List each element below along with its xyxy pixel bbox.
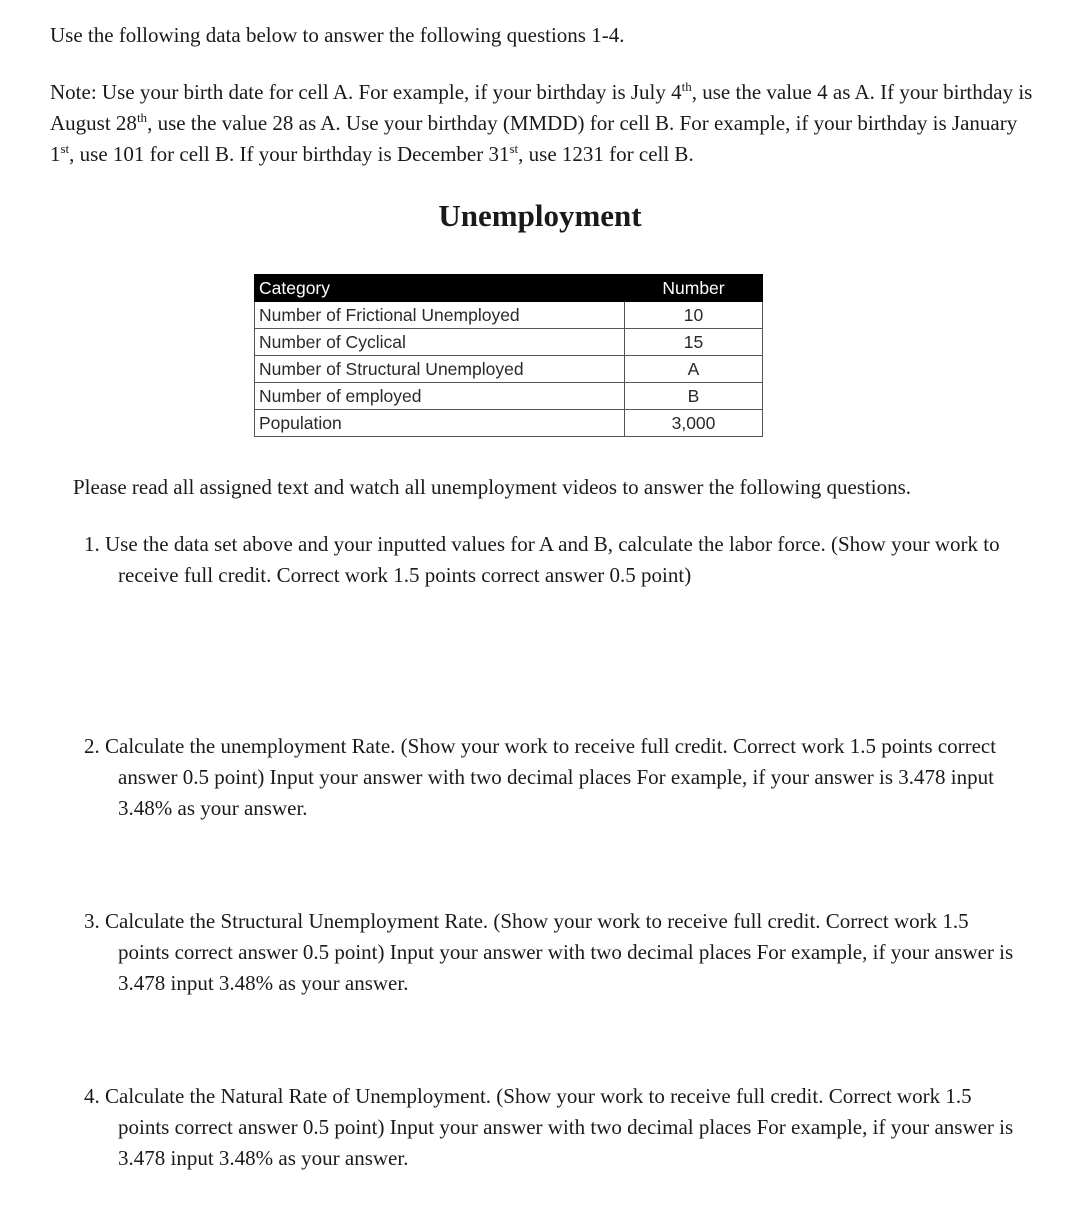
note-text-5: , use 1231 for cell B. bbox=[518, 142, 694, 166]
note-superscript-2: th bbox=[136, 110, 148, 125]
note-superscript-3: st bbox=[60, 141, 70, 156]
table-row bbox=[255, 302, 763, 329]
note-text-2: , use the value 4 as A. If your birthday is August 28 bbox=[50, 80, 1033, 135]
question-3: 3. Calculate the Structural Unemployment Rate. (Show your work to receive full credit. Correct work 1.5 points correct answer 0.5 point) Input your answer with two decimal places For example, if your answer is 3.478 input 3.48% as your answer. bbox=[84, 909, 1014, 995]
category-cell: Number of employed bbox=[255, 383, 625, 410]
note-superscript-4: st bbox=[509, 141, 519, 156]
instructions-text: Please read all assigned text and watch all unemployment videos to answer the following questions. bbox=[73, 475, 912, 499]
category-cell: Number of Frictional Unemployed bbox=[255, 302, 625, 329]
number-cell: B bbox=[625, 383, 763, 410]
category-column-header: Category bbox=[255, 275, 625, 302]
page-title: Unemployment bbox=[438, 198, 642, 233]
table-row bbox=[255, 410, 763, 437]
category-cell: Population bbox=[255, 410, 625, 437]
table-row bbox=[255, 383, 763, 410]
number-cell: 15 bbox=[625, 329, 763, 356]
table-header-row bbox=[255, 275, 763, 302]
note-text-3: , use the value 28 as A. Use your birthday (MMDD) for cell B. For example, if your birthday is January 1 bbox=[50, 111, 1018, 166]
question-4: 4. Calculate the Natural Rate of Unemployment. (Show your work to receive full credit. Correct work 1.5 points correct answer 0.5 point) Input your answer with two decimal places For example, if your answer is 3.478 input 3.48% as your answer. bbox=[84, 1084, 1014, 1170]
number-cell: 3,000 bbox=[625, 410, 763, 437]
question-1: 1. Use the data set above and your inputted values for A and B, calculate the labor force. (Show your work to receive full credit. Correct work 1.5 points correct answer 0.5 point) bbox=[84, 532, 1000, 587]
number-column-header: Number bbox=[625, 275, 763, 302]
category-cell: Number of Cyclical bbox=[255, 329, 625, 356]
number-cell: A bbox=[625, 356, 763, 383]
number-cell: 10 bbox=[625, 302, 763, 329]
table-row bbox=[255, 329, 763, 356]
unemployment-data-table bbox=[254, 274, 763, 437]
question-2: 2. Calculate the unemployment Rate. (Show your work to receive full credit. Correct work 1.5 points correct answer 0.5 point) Input your answer with two decimal places For example, if your answer is 3.478 input 3.48% as your answer. bbox=[84, 734, 997, 820]
note-text-1: Note: Use your birth date for cell A. For example, if your birthday is July 4 bbox=[50, 80, 682, 104]
note-superscript-1: th bbox=[681, 79, 692, 94]
note-text-4: , use 101 for cell B. If your birthday is December 31 bbox=[69, 142, 510, 166]
category-cell: Number of Structural Unemployed bbox=[255, 356, 625, 383]
note-paragraph bbox=[50, 77, 1040, 170]
table-row bbox=[255, 356, 763, 383]
intro-text: Use the following data below to answer the following questions 1-4. bbox=[50, 23, 625, 47]
